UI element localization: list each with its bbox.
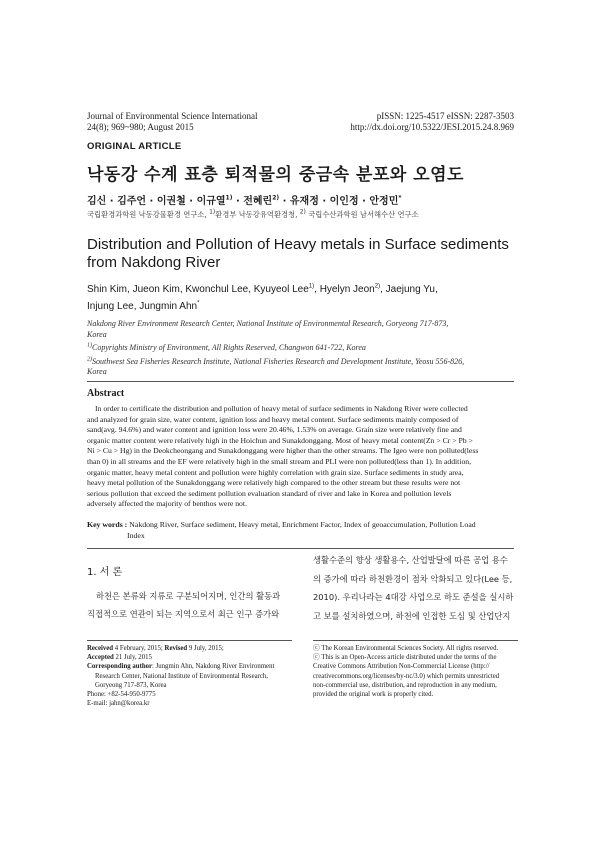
license-line: creativecommons.org/licenses/by-nc/3.0) which permits unrestricted (313, 672, 500, 680)
affiliation-1: Copyrights Ministry of Environment, All Rights Reserved, Changwon 641-722, Korea (92, 343, 366, 352)
left-col-line: 하천은 본류와 지류로 구분되어지며, 인간의 활동과 (96, 591, 281, 601)
footnote-right-rule (313, 640, 518, 641)
right-col-line: 의 증가에 따라 하천환경이 점차 악화되고 있다(Lee 등, (313, 573, 513, 584)
right-col-line: 고 보를 설치하였으며, 하천에 인접한 도심 및 산업단지 (313, 610, 511, 621)
english-author-sup-3: * (197, 300, 200, 307)
korean-aff-part-2: 환경부 낙동강유역환경청, (215, 210, 300, 219)
email: E-mail: jahn@korea.kr (87, 700, 150, 708)
korean-authors-part-3: · 유재정 · 이인정 · 안정민 (279, 196, 399, 207)
keywords-line-1: Nakdong River, Surface sediment, Heavy metal, Enrichment Factor, Index of geoaccumulation, Pollution Load (129, 520, 476, 529)
english-title-line-2: from Nakdong River (87, 254, 221, 271)
english-author-sup-1: 1) (308, 283, 315, 290)
korean-title: 낙동강 수계 표층 퇴적물의 중금속 분포와 오염도 (87, 165, 464, 185)
received-date: 4 February, 2015; (113, 645, 165, 652)
abstract-line: adversely affected the majority of benthos were not. (87, 499, 247, 509)
issn: pISSN: 1225-4517 eISSN: 2287-3503 (376, 111, 514, 121)
article-type: ORIGINAL ARTICLE (87, 141, 182, 152)
left-col-line: 직접적으로 연관이 되는 지역으로서 최근 인구 증가와 (87, 609, 280, 619)
accepted-label: Accepted (87, 654, 114, 662)
right-col-line: 생활수준의 향상 생활용수, 산업발달에 따른 공업 용수 (313, 555, 508, 565)
license-line: non-commercial use, distribution, and reproduction in any medium, (313, 681, 497, 689)
affiliation-1-sup: 1) (87, 342, 92, 349)
received-label: Received (87, 645, 114, 652)
footnote-right (313, 644, 523, 699)
abstract-line: organic matter content were relatively high in the Hoichun and Sunakdonggang. Most of heavy metal content(Zn > Cr > Pb > (87, 435, 473, 445)
keywords-line-2: Index (127, 531, 145, 540)
english-authors-part-a: Shin Kim, Jueon Kim, Kwonchul Lee, Kyuyeol Lee (87, 284, 309, 295)
revised-label: Revised (164, 645, 188, 652)
english-author-sup-2: 2) (374, 283, 381, 290)
affiliation-2-sup: 2) (87, 355, 92, 362)
korean-aff-part-3: 국립수산과학원 남서해수산 연구소 (305, 210, 419, 219)
journal-issue: 24(8); 969~980; August 2015 (87, 122, 194, 132)
accepted-date: 21 July, 2015 (113, 654, 152, 662)
license-line: ⓒ This is an Open-Access article distributed under the terms of the (313, 654, 497, 662)
english-title-line-1: Distribution and Pollution of Heavy metals in Surface sediments (87, 236, 509, 253)
korean-aff-sup-2: 2) (299, 208, 306, 216)
license-line: Creative Commons Attribution Non-Commercial License (http:// (313, 663, 490, 671)
abstract-line: Ni > Cu > Hg) in the Deokcheongang and Sunakdonggang were higher than the other streams. The Igeo were non polluted(less (87, 446, 479, 456)
revised-date: 9 July, 2015; (187, 645, 224, 652)
footnote-left (87, 644, 274, 708)
license-line: provided the original work is properly cited. (313, 691, 434, 699)
keywords-label: Key words : (87, 520, 128, 529)
abstract-line: than 0) in all streams and the EF were relatively high in the small stream and PLI were non polluted(less than 1). In addition, (87, 456, 472, 466)
english-affiliations (87, 319, 517, 378)
korean-authors (87, 192, 402, 207)
left-column (87, 587, 292, 623)
english-authors-line-2: Injung Lee, Jungmin Ahn (87, 301, 198, 312)
phone: Phone: +82-54-950-9775 (87, 691, 156, 699)
english-authors (87, 281, 438, 315)
abstract-line: heavy metal pollution of the Sunakdonggang were relatively high compared to the other stream but these results were not (87, 478, 461, 488)
abstract-heading: Abstract (87, 388, 125, 399)
doi: http://dx.doi.org/10.5322/JESI.2015.24.8.969 (350, 122, 514, 132)
section-heading: 1. 서 론 (87, 567, 123, 578)
abstract-line: sand(avg. 94.6%) and water content and ignition loss were 20.46%, 1.53% on average. Grain size were relatively fine and (87, 425, 462, 435)
korean-authors-part-2: · 전혜린 (232, 196, 273, 207)
right-col-line: 2010). 우리나라는 4대강 사업으로 하도 준설을 실시하 (313, 592, 514, 602)
journal-header-right (350, 111, 514, 133)
abstract-body (87, 404, 517, 510)
abstract-line: and analyzed for grain size, water content, ignition loss and heavy metal content. Surface sediments mainly composed of (87, 414, 459, 424)
english-title (87, 236, 509, 272)
english-authors-part-c: , Jaejung Yu, (380, 284, 438, 295)
abstract-line: serious pollution that exceed the sediment pollution evaluation standard of river and lake in Korea and pollution levels (87, 488, 452, 498)
corr-line-2: Research Center, National Institute of Environmental Research, (95, 672, 268, 680)
abstract-line: In order to certificate the distribution and pollution of heavy metal of surface sediments in Nakdong River were collected (95, 404, 468, 413)
affiliation-2-line-2: Korea (87, 367, 107, 376)
right-column (313, 551, 518, 625)
corresponding-text: : Jungmin Ahn, Nakdong River Environment (152, 663, 275, 671)
korean-aff-part-1: 국립환경과학원 낙동강물환경 연구소, (87, 210, 210, 219)
korean-aff-sup-1: 1) (209, 208, 216, 216)
journal-name: Journal of Environmental Science International (87, 111, 258, 121)
divider-bottom (87, 548, 514, 549)
license-line: ⓒ The Korean Environmental Sciences Society. All rights reserved. (313, 645, 499, 652)
korean-author-sup-2: 2) (272, 194, 280, 202)
korean-author-sup-3: * (398, 194, 402, 202)
affiliation-main-line-1: Nakdong River Environment Research Center, National Institute of Environmental Research, Goryeong 717-873, (87, 319, 449, 328)
english-authors-part-b: , Hyelyn Jeon (314, 284, 375, 295)
footnote-left-rule (87, 640, 292, 641)
keywords (87, 519, 476, 541)
korean-authors-part-1: 김신 · 김주언 · 이권철 · 이규열 (87, 196, 226, 207)
corr-line-3: Goryeong 717-873, Korea (95, 681, 167, 689)
journal-header-left (87, 111, 257, 133)
korean-author-sup-1: 1) (225, 194, 233, 202)
abstract-line: organic matter, heavy metal content and pollution were highly correlation with grain size. Surface sediments in study area, (87, 467, 464, 477)
affiliation-main-line-2: Korea (87, 329, 107, 339)
divider-top (87, 381, 514, 382)
korean-affiliations (87, 210, 419, 220)
affiliation-2-line-1: Southwest Sea Fisheries Research Institute, National Fisheries Research and Development Institute, Yeosu 556-826, (92, 356, 465, 366)
corresponding-label: Corresponding author (87, 663, 153, 671)
